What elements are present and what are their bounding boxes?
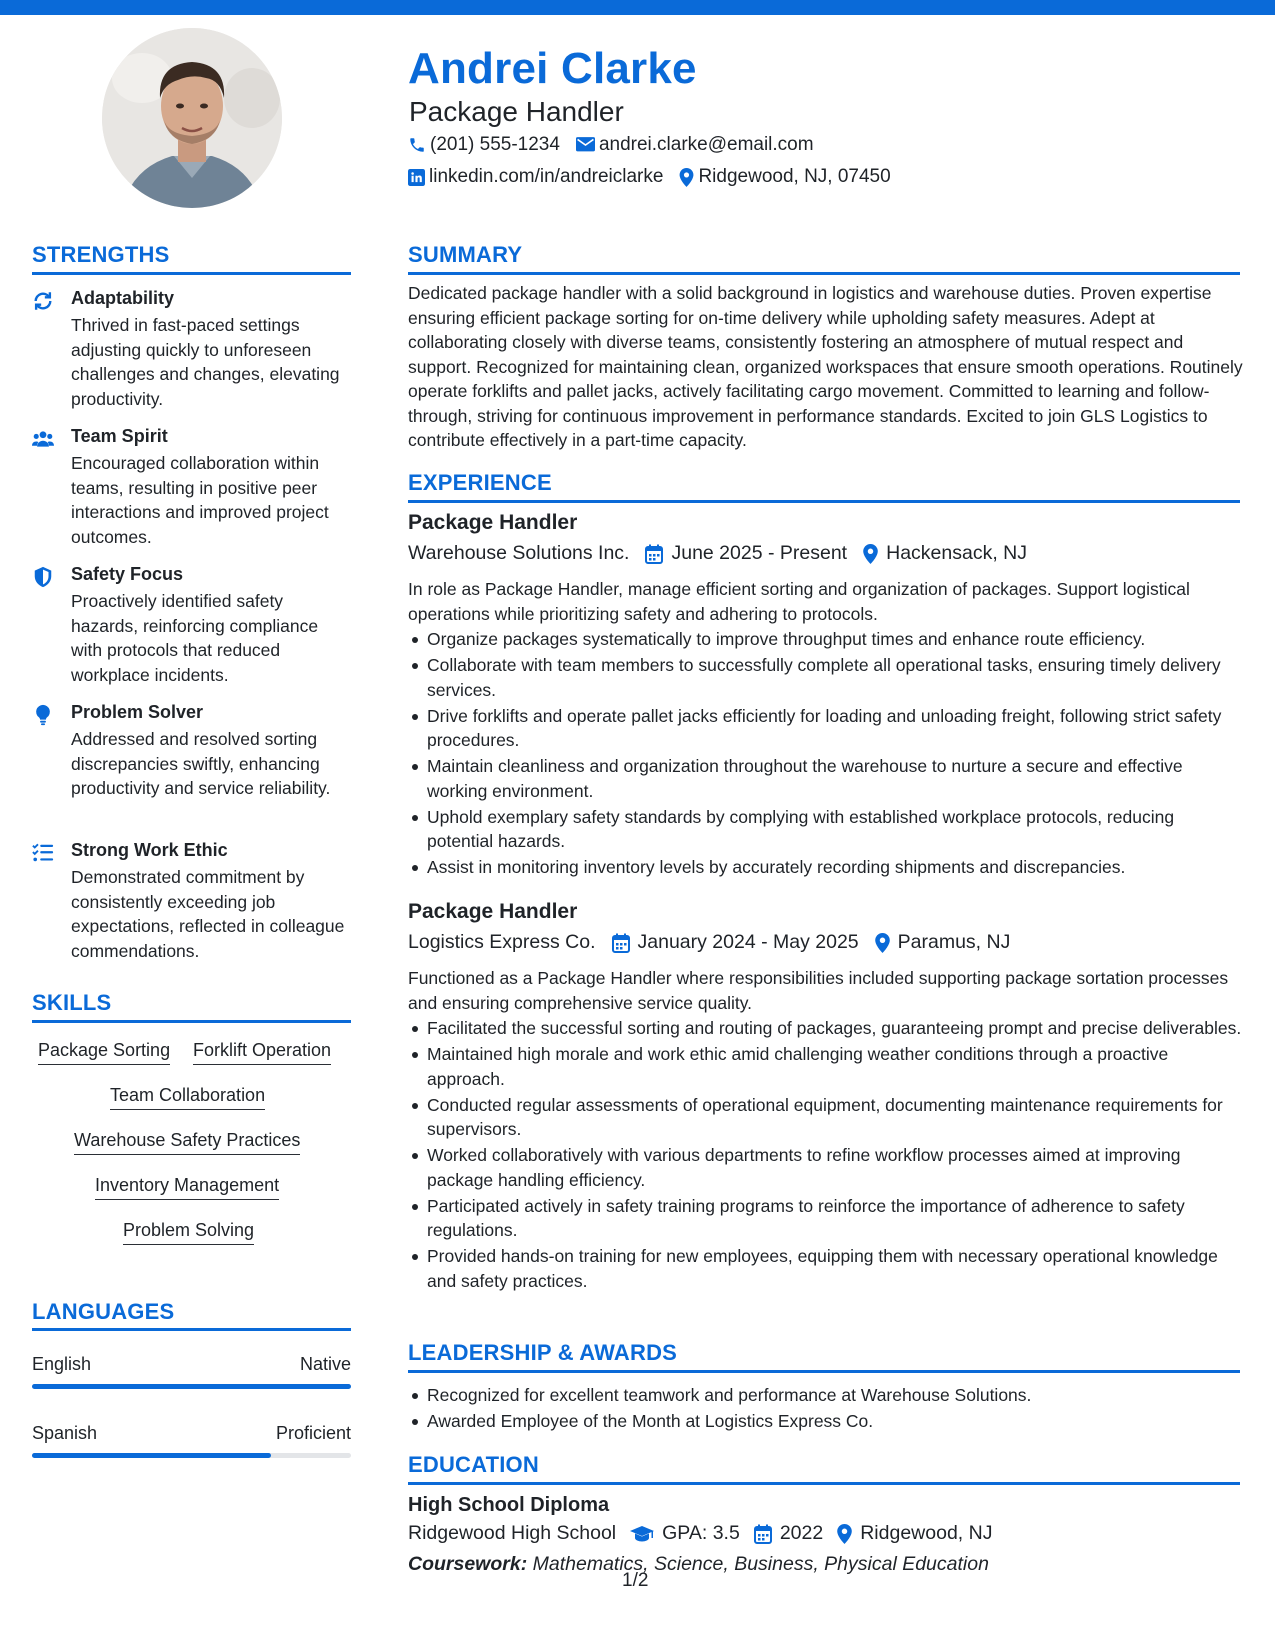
skill-tag: Warehouse Safety Practices xyxy=(74,1130,300,1155)
list-item: Participated actively in safety training programs to reinforce the importance of adherence to safety regulations. xyxy=(408,1194,1243,1243)
graduation-cap-icon xyxy=(630,1525,654,1543)
location-text: Ridgewood, NJ, 07450 xyxy=(698,166,891,187)
email-text[interactable]: andrei.clarke@email.com xyxy=(598,134,814,155)
leadership-rule xyxy=(408,1370,1240,1373)
refresh-icon xyxy=(32,290,54,312)
linkedin-icon xyxy=(408,169,425,186)
map-pin-icon xyxy=(837,1524,852,1544)
experience-rule xyxy=(408,500,1240,503)
linkedin-text[interactable]: linkedin.com/in/andreiclarke xyxy=(429,166,664,187)
job-location: Paramus, NJ xyxy=(897,931,1011,953)
language-bar-fill xyxy=(32,1384,351,1389)
strength-desc: Encouraged collaboration within teams, resulting in positive peer interactions and improved project outcomes. xyxy=(71,453,329,547)
job-dates: June 2025 - Present xyxy=(671,542,848,564)
list-item: Collaborate with team members to successfully complete all operational tasks, ensuring timely delivery services. xyxy=(408,653,1243,702)
language-level: Native xyxy=(299,1354,351,1374)
education-degree: High School Diploma xyxy=(408,1494,610,1516)
education-rule xyxy=(408,1482,1240,1485)
skills-rule xyxy=(32,1020,351,1023)
candidate-name: Andrei Clarke xyxy=(408,44,697,93)
phone-text: (201) 555-1234 xyxy=(430,134,560,155)
list-item: Organize packages systematically to improve throughput times and enhance route efficiency. xyxy=(408,627,1243,652)
list-item: Maintain cleanliness and organization throughout the warehouse to nurture a secure and effective working environment. xyxy=(408,754,1243,803)
job-description: Functioned as a Package Handler where responsibilities included supporting package sortation processes and ensuring comprehensive service quality. xyxy=(408,968,1229,1013)
top-accent-bar xyxy=(0,0,1275,15)
page-number: 1/2 xyxy=(622,1570,649,1591)
language-bar-fill xyxy=(32,1453,271,1458)
education-location: Ridgewood, NJ xyxy=(860,1522,993,1544)
users-icon xyxy=(32,428,54,450)
contact-row-secondary xyxy=(408,166,907,188)
list-item: Provided hands-on training for new employees, equipping them with necessary operational knowledge and safety practices. xyxy=(408,1244,1243,1293)
language-name: Spanish xyxy=(32,1423,98,1443)
leadership-heading: LEADERSHIP & AWARDS xyxy=(408,1340,678,1365)
experience-heading: EXPERIENCE xyxy=(408,470,552,495)
job-meta xyxy=(408,542,1027,565)
language-level: Proficient xyxy=(275,1423,351,1443)
map-pin-icon xyxy=(863,544,878,564)
list-item: Maintained high morale and work ethic amid challenging weather conditions through a proactive approach. xyxy=(408,1042,1243,1091)
strength-title: Strong Work Ethic xyxy=(71,840,228,860)
strength-title: Safety Focus xyxy=(71,564,184,584)
map-pin-icon xyxy=(875,933,890,953)
leadership-bullets xyxy=(408,1383,1243,1435)
list-item: Uphold exemplary safety standards by complying with established workplace protocols, reducing potential hazards. xyxy=(408,805,1243,854)
list-item: Worked collaboratively with various departments to refine workflow processes aimed at improving package handling efficiency. xyxy=(408,1143,1243,1192)
job-description: In role as Package Handler, manage efficient sorting and organization of packages. Support logistical operations while prioritizing safety and adhering to protocols. xyxy=(408,579,1190,624)
list-item: Drive forklifts and operate pallet jacks efficiently for loading and unloading freight, following strict safety procedures. xyxy=(408,704,1243,753)
strength-desc: Addressed and resolved sorting discrepancies swiftly, enhancing productivity and service reliability. xyxy=(71,729,331,798)
checklist-icon xyxy=(32,842,54,864)
education-year: 2022 xyxy=(779,1522,824,1544)
education-meta xyxy=(408,1522,992,1545)
strengths-rule xyxy=(32,272,351,275)
coursework-list: Mathematics, Science, Business, Physical Education xyxy=(532,1553,989,1575)
language-bar xyxy=(32,1453,351,1458)
education-school: Ridgewood High School xyxy=(408,1522,617,1544)
education-coursework xyxy=(408,1553,989,1576)
strength-desc: Proactively identified safety hazards, reinforcing compliance with protocols that reduced workplace incidents. xyxy=(71,591,319,685)
contact-row-primary xyxy=(408,134,830,156)
list-item: Facilitated the successful sorting and routing of packages, guaranteeing prompt and precise deliverables. xyxy=(408,1016,1243,1041)
coursework-label: Coursework: xyxy=(408,1553,528,1575)
job-location: Hackensack, NJ xyxy=(886,542,1027,564)
strength-title: Team Spirit xyxy=(71,426,168,446)
calendar-icon xyxy=(612,933,630,953)
languages-heading: LANGUAGES xyxy=(32,1299,175,1324)
summary-text: Dedicated package handler with a solid background in logistics and warehouse duties. Proven expertise ensuring efficient package sorting for on-time delivery while upholding safety measures. Adept at collaborating closely with diverse teams, consistently fostering an atmosphere of mutual respect and support. Recognized for maintaining clean, organized workspaces that ensure smooth operations. Routinely operate forklifts and pallet jacks, actively facilitating cargo movement. Committed to learning and follow-through, striving for continuous improvement in performance standards. Excited to join GLS Logistics to contribute effectively in a part-time capacity. xyxy=(408,283,1243,450)
phone-icon xyxy=(408,136,426,154)
strength-title: Adaptability xyxy=(71,288,175,308)
skill-tag: Inventory Management xyxy=(95,1175,279,1200)
list-item: Conducted regular assessments of operational equipment, documenting maintenance requirements for supervisors. xyxy=(408,1093,1243,1142)
job-title: Package Handler xyxy=(408,511,578,534)
strength-desc: Demonstrated commitment by consistently exceeding job expectations, reflected in colleague commendations. xyxy=(71,867,345,961)
skill-tag: Problem Solving xyxy=(123,1220,254,1245)
contact-phone xyxy=(408,134,560,156)
skill-tag: Package Sorting xyxy=(38,1040,170,1065)
strengths-heading: STRENGTHS xyxy=(32,242,170,267)
job-bullets xyxy=(408,1016,1243,1295)
contact-email[interactable] xyxy=(576,134,814,156)
language-bar xyxy=(32,1384,351,1389)
skill-tag: Team Collaboration xyxy=(110,1085,265,1110)
shield-icon xyxy=(32,566,54,588)
job-meta xyxy=(408,931,1010,954)
envelope-icon xyxy=(576,137,595,153)
calendar-icon xyxy=(754,1524,772,1544)
job-dates: January 2024 - May 2025 xyxy=(637,931,859,953)
list-item: Assist in monitoring inventory levels by accurately recording shipments and discrepancies. xyxy=(408,855,1243,880)
list-item: Awarded Employee of the Month at Logistics Express Co. xyxy=(408,1409,1243,1434)
profile-photo xyxy=(102,28,282,208)
summary-heading: SUMMARY xyxy=(408,242,523,267)
strength-desc: Thrived in fast-paced settings adjusting quickly to unforeseen challenges and changes, elevating productivity. xyxy=(71,315,340,409)
map-pin-icon xyxy=(679,168,694,187)
job-company: Warehouse Solutions Inc. xyxy=(408,542,630,564)
lightbulb-icon xyxy=(32,704,54,726)
candidate-title: Package Handler xyxy=(409,96,624,127)
calendar-icon xyxy=(645,544,663,564)
job-company: Logistics Express Co. xyxy=(408,931,596,953)
skill-tag: Forklift Operation xyxy=(193,1040,331,1065)
skills-heading: SKILLS xyxy=(32,990,112,1015)
summary-rule xyxy=(408,272,1240,275)
list-item: Recognized for excellent teamwork and performance at Warehouse Solutions. xyxy=(408,1383,1243,1408)
contact-location xyxy=(679,166,890,188)
contact-linkedin[interactable] xyxy=(408,166,663,188)
strength-title: Problem Solver xyxy=(71,702,204,722)
language-name: English xyxy=(32,1354,92,1374)
job-title: Package Handler xyxy=(408,900,578,923)
languages-rule xyxy=(32,1328,351,1331)
education-heading: EDUCATION xyxy=(408,1452,539,1477)
job-bullets xyxy=(408,627,1243,881)
education-gpa: GPA: 3.5 xyxy=(662,1522,740,1544)
